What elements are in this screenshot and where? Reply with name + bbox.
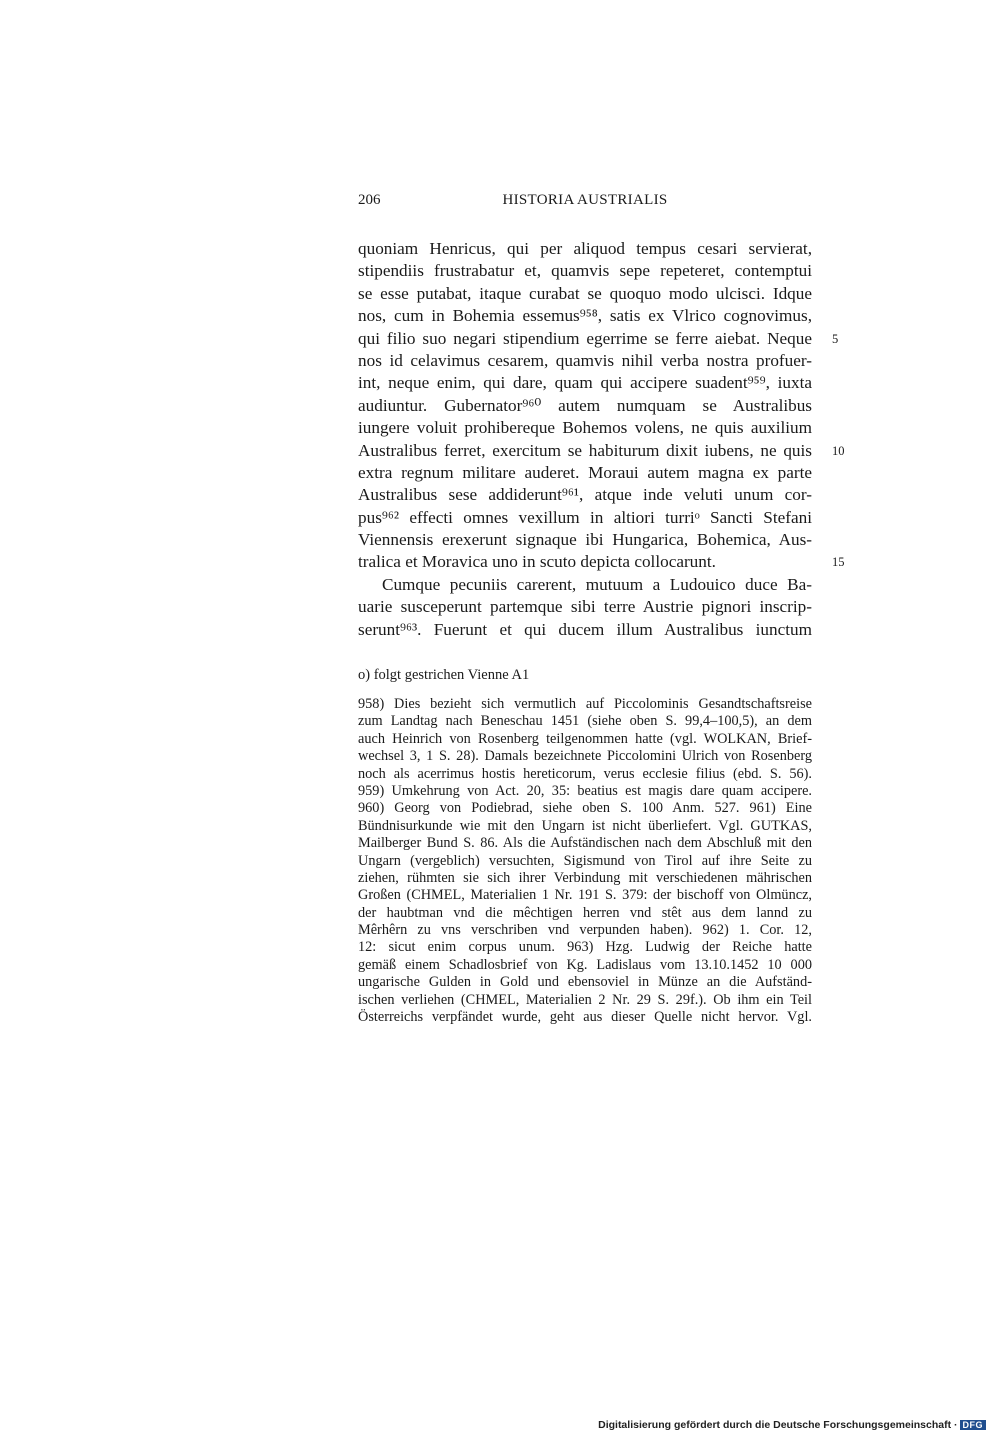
text-line: audiuntur. Gubernator⁹⁶⁰ autem numquam se Australibus <box>358 395 812 415</box>
footnote-line: wechsel 3, 1 S. 28). Damals bezeichnete Piccolomini Ulrich von Rosenberg <box>358 748 812 765</box>
footnote-line: Österreichs verpfändet wurde, geht aus dieser Quelle nicht hervor. Vgl. <box>358 1009 812 1026</box>
footnote-line: Mailberger Bund S. 86. Als die Aufständischen nach dem Abschluß mit den <box>358 835 812 852</box>
running-title: HISTORIA AUSTRIALIS <box>502 192 668 208</box>
footnote-line: Mêrhêrn zu vns verschriben vnd verpunden haben). 962) 1. Cor. 12, <box>358 922 812 939</box>
text-line: se esse putabat, itaque curabat se quoquo modo ulcisci. Idque <box>358 283 812 303</box>
main-text <box>358 238 845 641</box>
funding-text: Digitalisierung gefördert durch die Deutsche Forschungsgemeinschaft · <box>598 1419 958 1431</box>
text-line: extra regnum militare auderet. Moraui autem magna ex parte <box>358 462 812 482</box>
funding-footer <box>598 1419 986 1431</box>
footnote-line: ziehen, rühmten sie sich ihrer Verbindung mit verschiedenen mährischen <box>358 869 812 886</box>
footnote-line: ischen verliehen (CHMEL, Materialien 2 Nr. 29 S. 29f.). Ob ihm ein Teil <box>358 991 812 1008</box>
page-number: 206 <box>358 192 381 208</box>
footnote-line: auch Heinrich von Rosenberg teilgenommen hatte (vgl. WOLKAN, Brief- <box>358 730 812 747</box>
footnote-line: zum Landtag nach Beneschau 1451 (siehe oben S. 99,4–100,5), an dem <box>358 713 812 730</box>
text-line: pus⁹⁶² effecti omnes vexillum in altiori turriᵒ Sancti Stefani <box>358 507 812 527</box>
text-line: quoniam Henricus, qui per aliquod tempus cesari servierat, <box>358 239 812 258</box>
text-line: uarie susceperunt partemque sibi terre Austrie pignori inscrip- <box>358 597 812 617</box>
footnote-line: Bündnisurkunde wie mit den Ungarn ist nicht überliefert. Vgl. GUTKAS, <box>358 817 812 834</box>
footnote-line: noch als acerrimus hostis hereticorum, verus ecclesie filius (ebd. S. 56). <box>358 765 812 782</box>
text-line: Viennensis erexerunt signaque ibi Hungarica, Bohemica, Aus- <box>358 530 812 550</box>
footnote-line: 12: sicut enim corpus unum. 963) Hzg. Ludwig der Reiche hatte <box>358 939 812 956</box>
text-line: nos, cum in Bohemia essemus⁹⁵⁸, satis ex Vlrico cognovimus, <box>358 306 812 326</box>
line-number: 10 <box>832 443 845 458</box>
text-line: Australibus ferret, exercitum se habiturum dixit iubens, ne quis 10 <box>358 440 812 462</box>
footnote-line: gemäß einem Schadlosbrief von Kg. Ladislaus vom 13.10.1452 10 000 <box>358 956 812 973</box>
footnote-line: Ungarn (vergeblich) versuchten, Sigismund von Tirol auf ihre Seite zu <box>358 852 812 869</box>
text-line: int, neque enim, qui dare, quam qui accipere suadent⁹⁵⁹, iuxta <box>358 373 812 393</box>
page-header <box>358 192 812 214</box>
footnote-line: Großen (CHMEL, Materialien 1 Nr. 191 S. 379: der bischoff von Olmüncz, <box>358 887 812 904</box>
line-number: 5 <box>832 331 839 346</box>
text-line: Australibus sese addiderunt⁹⁶¹, atque inde veluti unum cor- <box>358 485 812 505</box>
footnote-line: ungarische Gulden in Gold und ebensoviel in Münze an die Aufständ- <box>358 974 812 991</box>
text-line: stipendiis frustrabatur et, quamvis sepe repeteret, contemptui <box>358 261 812 281</box>
critical-apparatus: o) folgt gestrichen Vienne A1 <box>358 667 530 683</box>
footnote-line: 960) Georg von Podiebrad, siehe oben S. 100 Anm. 527. 961) Eine <box>358 800 812 817</box>
text-line: tralica et Moravica uno in scuto depicta collocarunt. 15 <box>358 551 812 573</box>
text-line: Cumque pecuniis carerent, mutuum a Ludouico duce Ba- <box>382 574 812 594</box>
footnote-line: 959) Umkehrung von Act. 20, 35: beatius est magis dare quam accipere. <box>358 782 812 799</box>
text-line: nos id celavimus cesarem, quamvis nihil verba nostra profuer- <box>358 350 812 370</box>
line-number: 15 <box>832 555 845 570</box>
footnote-line: der haubtman vnd die mêchtigen herren vnd stêt aus dem lannd zu <box>358 904 812 921</box>
dfg-logo-icon: DFG <box>960 1420 987 1430</box>
text-line: iungere voluit prohibereque Bohemos volens, ne quis auxilium <box>358 418 812 438</box>
footnote-line: 958) Dies bezieht sich vermutlich auf Piccolominis Gesandtschaftsreise <box>358 696 812 712</box>
text-line: serunt⁹⁶³. Fuerunt et qui ducem illum Australibus iunctum <box>358 619 812 639</box>
text-line: qui filio suo negari stipendium egerrime se ferre aiebat. Neque 5 <box>358 328 812 350</box>
footnotes <box>358 696 812 1026</box>
